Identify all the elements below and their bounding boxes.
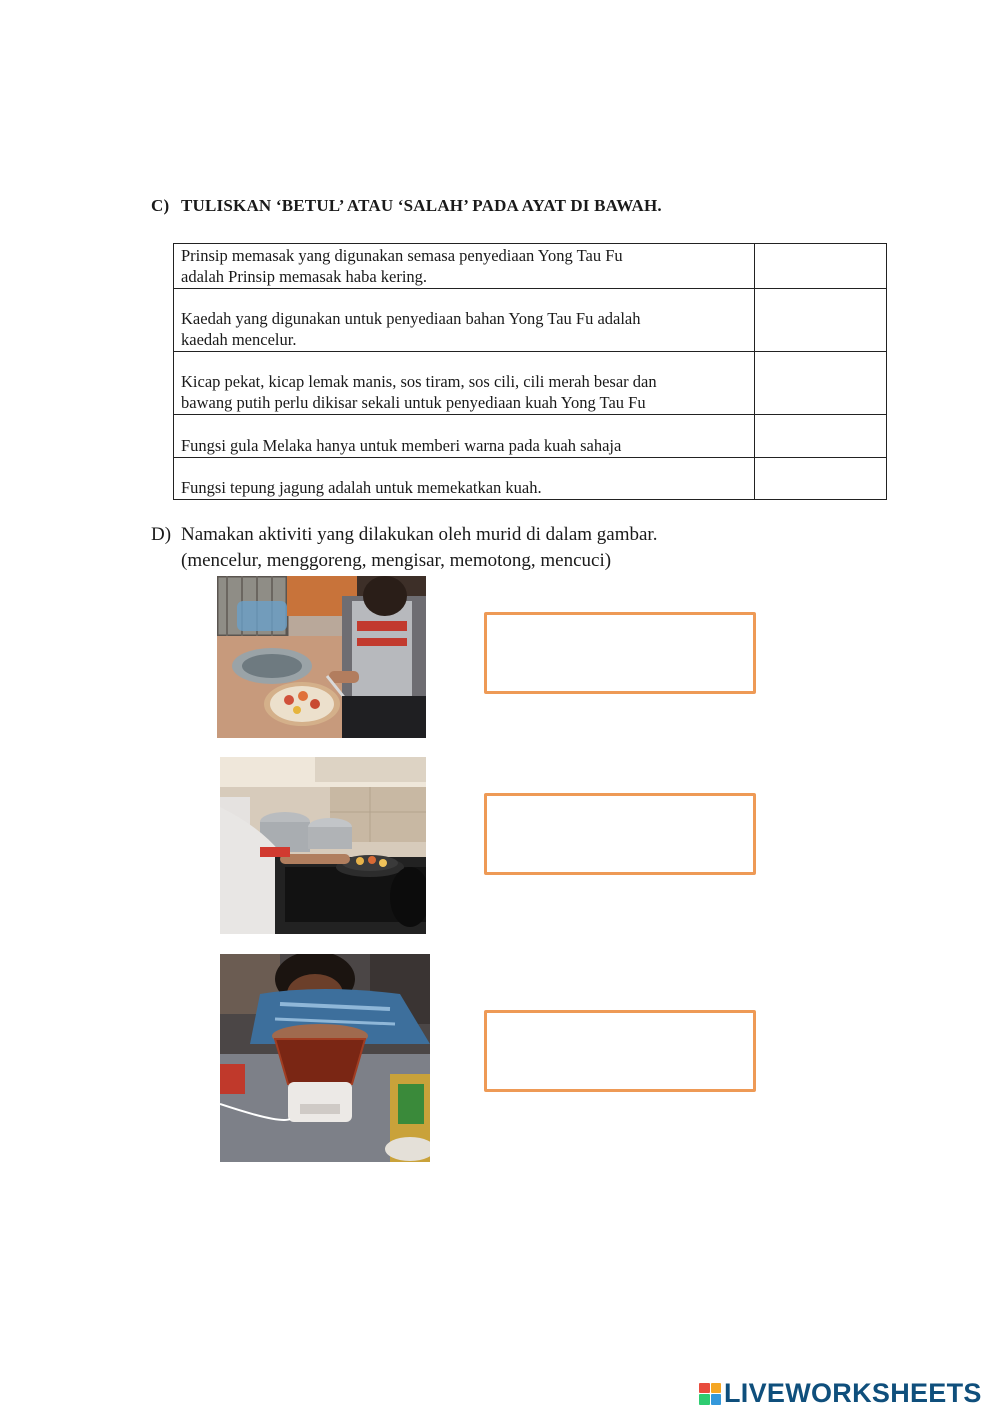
answer-cell-4[interactable] xyxy=(755,415,887,458)
answer-cell-3[interactable] xyxy=(755,352,887,415)
liveworksheets-logo xyxy=(699,1378,982,1409)
section-c-title xyxy=(151,196,662,216)
statement-line: Kaedah yang digunakan untuk penyediaan bahan Yong Tau Fu adalah xyxy=(181,309,641,328)
statement-cell xyxy=(174,289,755,352)
statement-line: Kicap pekat, kicap lemak manis, sos tiram, sos cili, cili merah besar dan xyxy=(181,372,657,391)
answer-box-1[interactable] xyxy=(484,612,756,694)
logo-text: LIVEWORKSHEETS xyxy=(724,1378,982,1408)
true-false-table xyxy=(173,243,887,500)
section-d-label: D) xyxy=(151,524,172,545)
table-row xyxy=(174,352,887,415)
answer-box-2[interactable] xyxy=(484,793,756,875)
table-row xyxy=(174,458,887,500)
statement-line: Prinsip memasak yang digunakan semasa penyediaan Yong Tau Fu xyxy=(181,246,623,265)
table-row xyxy=(174,244,887,289)
section-d-options: (mencelur, menggoreng, mengisar, memotong, mencuci) xyxy=(181,550,612,571)
answer-cell-2[interactable] xyxy=(755,289,887,352)
statement-cell xyxy=(174,415,755,458)
statement-cell xyxy=(174,458,755,500)
statement-cell xyxy=(174,244,755,289)
statement-cell xyxy=(174,352,755,415)
answer-cell-1[interactable] xyxy=(755,244,887,289)
section-c-label: C) xyxy=(151,196,170,215)
photo-blending xyxy=(220,954,430,1162)
answer-cell-5[interactable] xyxy=(755,458,887,500)
logo-mark-icon xyxy=(699,1383,721,1405)
statement-line: kaedah mencelur. xyxy=(181,330,297,349)
statement-line: Fungsi gula Melaka hanya untuk memberi warna pada kuah sahaja xyxy=(181,436,622,455)
statement-line: Fungsi tepung jagung adalah untuk memekatkan kuah. xyxy=(181,478,542,497)
table-row xyxy=(174,415,887,458)
section-d-instruction: Namakan aktiviti yang dilakukan oleh murid di dalam gambar. xyxy=(181,524,658,545)
photo-cutting xyxy=(217,576,426,738)
section-d-title xyxy=(151,524,657,546)
section-c-instruction: TULISKAN ‘BETUL’ ATAU ‘SALAH’ PADA AYAT DI BAWAH. xyxy=(181,196,662,215)
statement-line: bawang putih perlu dikisar sekali untuk penyediaan kuah Yong Tau Fu xyxy=(181,393,646,412)
table-row xyxy=(174,289,887,352)
answer-box-3[interactable] xyxy=(484,1010,756,1092)
photo-frying xyxy=(220,757,426,934)
statement-line: adalah Prinsip memasak haba kering. xyxy=(181,267,428,286)
